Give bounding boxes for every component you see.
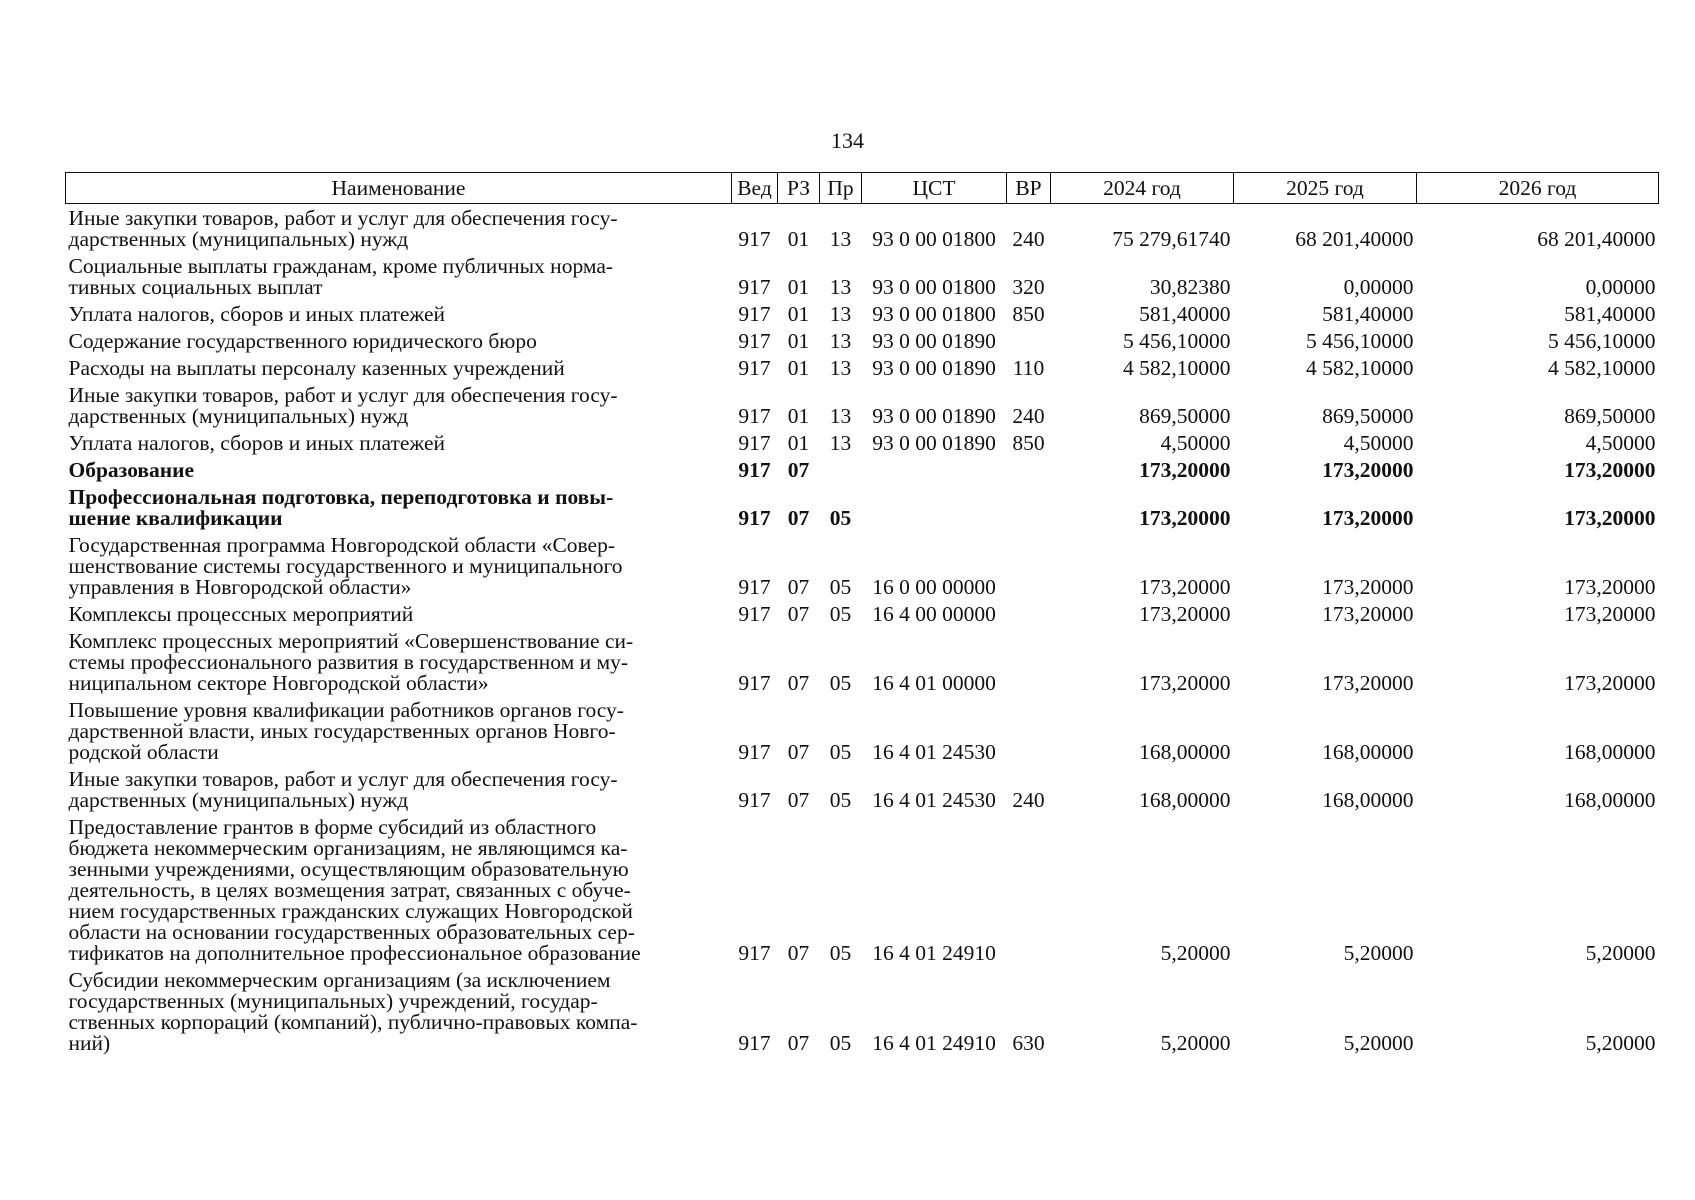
row-vr: 240 bbox=[1012, 227, 1045, 251]
row-pr: 05 bbox=[829, 788, 852, 812]
row-amount-2026: 173,20000 bbox=[1564, 506, 1656, 530]
row-amount-2024: 581,40000 bbox=[1139, 302, 1231, 326]
row-amount-2026: 4,50000 bbox=[1585, 431, 1656, 455]
row-rz: 01 bbox=[787, 275, 810, 299]
row-pr: 13 bbox=[829, 356, 852, 380]
row-rz: 07 bbox=[787, 575, 810, 599]
row-amount-2024: 168,00000 bbox=[1139, 788, 1231, 812]
row-amount-2026: 168,00000 bbox=[1564, 788, 1656, 812]
row-vr bbox=[1007, 817, 1051, 970]
row-vr bbox=[1007, 487, 1051, 535]
header-2025: 2025 год bbox=[1234, 173, 1417, 204]
row-amount-2025: 0,00000 bbox=[1343, 275, 1414, 299]
row-ved: 917 bbox=[738, 788, 771, 812]
row-ved: 917 bbox=[738, 941, 771, 965]
row-cst bbox=[862, 487, 1007, 535]
row-rz: 01 bbox=[787, 329, 810, 353]
header-ved: Вед bbox=[732, 173, 778, 204]
row-amount-2024: 75 279,61740 bbox=[1112, 227, 1231, 251]
row-ved: 917 bbox=[738, 302, 771, 326]
row-cst: 16 4 01 24910 bbox=[872, 941, 996, 965]
row-cst: 16 4 01 24530 bbox=[872, 740, 996, 764]
row-rz: 07 bbox=[787, 1031, 810, 1055]
row-amount-2025: 4,50000 bbox=[1343, 431, 1414, 455]
budget-table bbox=[65, 172, 1659, 1060]
row-amount-2024: 173,20000 bbox=[1139, 506, 1231, 530]
row-vr: 320 bbox=[1012, 275, 1045, 299]
row-cst: 16 4 01 24910 bbox=[872, 1031, 996, 1055]
header-2026: 2026 год bbox=[1417, 173, 1659, 204]
row-amount-2025: 173,20000 bbox=[1322, 458, 1414, 482]
row-amount-2024: 4 582,10000 bbox=[1123, 356, 1231, 380]
row-name: Профессиональная подготовка, переподготовка и повы- шение квалификации bbox=[68, 485, 614, 530]
table-header-row bbox=[66, 173, 1659, 204]
row-ved: 917 bbox=[738, 275, 771, 299]
header-vr: ВР bbox=[1007, 173, 1051, 204]
row-name: Иные закупки товаров, работ и услуг для обеспечения госу- дарственных (муниципальных) нужд bbox=[68, 383, 618, 428]
row-name: Комплексы процессных мероприятий bbox=[68, 602, 414, 626]
table-row bbox=[66, 535, 1659, 604]
row-rz: 01 bbox=[787, 404, 810, 428]
row-pr: 13 bbox=[829, 404, 852, 428]
row-name: Содержание государственного юридического бюро bbox=[68, 329, 537, 353]
page-number: 134 bbox=[831, 128, 864, 153]
row-amount-2025: 168,00000 bbox=[1322, 740, 1414, 764]
row-pr: 05 bbox=[829, 740, 852, 764]
row-rz: 07 bbox=[787, 602, 810, 626]
table-row bbox=[66, 604, 1659, 631]
row-pr: 13 bbox=[829, 329, 852, 353]
row-amount-2024: 173,20000 bbox=[1139, 575, 1231, 599]
row-amount-2024: 5,20000 bbox=[1160, 941, 1231, 965]
row-pr: 05 bbox=[829, 1031, 852, 1055]
row-vr bbox=[1007, 604, 1051, 631]
row-amount-2024: 30,82380 bbox=[1149, 275, 1231, 299]
row-name: Иные закупки товаров, работ и услуг для обеспечения госу- дарственных (муниципальных) нужд bbox=[68, 206, 618, 251]
row-rz: 01 bbox=[787, 302, 810, 326]
row-rz: 01 bbox=[787, 431, 810, 455]
row-amount-2025: 5,20000 bbox=[1343, 941, 1414, 965]
row-ved: 917 bbox=[738, 356, 771, 380]
row-ved: 917 bbox=[738, 671, 771, 695]
row-pr: 13 bbox=[829, 227, 852, 251]
table-row bbox=[66, 433, 1659, 460]
row-vr: 110 bbox=[1012, 356, 1045, 380]
row-amount-2024: 5 456,10000 bbox=[1123, 329, 1231, 353]
row-name: Повышение уровня квалификации работников органов госу- дарственной власти, иных государственных органов Новго- родской области bbox=[68, 698, 624, 764]
row-amount-2026: 869,50000 bbox=[1564, 404, 1656, 428]
row-vr: 850 bbox=[1012, 431, 1045, 455]
row-amount-2026: 5,20000 bbox=[1585, 941, 1656, 965]
row-vr bbox=[1007, 460, 1051, 487]
row-pr: 05 bbox=[829, 575, 852, 599]
table-body bbox=[66, 204, 1659, 1061]
table-row bbox=[66, 700, 1659, 769]
row-ved: 917 bbox=[738, 602, 771, 626]
table-row bbox=[66, 331, 1659, 358]
row-cst: 16 4 01 00000 bbox=[872, 671, 996, 695]
row-cst: 93 0 00 01800 bbox=[872, 275, 996, 299]
row-amount-2026: 5,20000 bbox=[1585, 1031, 1656, 1055]
row-name: Иные закупки товаров, работ и услуг для обеспечения госу- дарственных (муниципальных) нужд bbox=[68, 767, 618, 812]
table-row bbox=[66, 358, 1659, 385]
row-pr: 05 bbox=[829, 671, 852, 695]
row-vr bbox=[1007, 535, 1051, 604]
row-name: Субсидии некоммерческим организациям (за исключением государственных (муниципальных) учреждений, государ- ственных корпораций (компаний), публично-правовых компа- ний) bbox=[68, 968, 638, 1055]
row-pr: 13 bbox=[829, 275, 852, 299]
row-amount-2024: 173,20000 bbox=[1139, 602, 1231, 626]
row-pr: 05 bbox=[829, 602, 852, 626]
table-row bbox=[66, 769, 1659, 817]
row-cst: 93 0 00 01800 bbox=[872, 227, 996, 251]
row-pr: 05 bbox=[829, 506, 852, 530]
row-pr: 05 bbox=[829, 941, 852, 965]
row-amount-2025: 173,20000 bbox=[1322, 506, 1414, 530]
row-amount-2025: 173,20000 bbox=[1322, 602, 1414, 626]
row-name: Образование bbox=[68, 458, 195, 482]
row-amount-2024: 173,20000 bbox=[1139, 458, 1231, 482]
row-cst: 93 0 00 01890 bbox=[872, 356, 996, 380]
row-amount-2025: 173,20000 bbox=[1322, 575, 1414, 599]
row-ved: 917 bbox=[738, 431, 771, 455]
row-rz: 01 bbox=[787, 227, 810, 251]
row-amount-2024: 869,50000 bbox=[1139, 404, 1231, 428]
row-rz: 07 bbox=[787, 788, 810, 812]
row-ved: 917 bbox=[738, 227, 771, 251]
row-amount-2025: 4 582,10000 bbox=[1306, 356, 1414, 380]
row-amount-2024: 4,50000 bbox=[1160, 431, 1231, 455]
row-name: Государственная программа Новгородской области «Совер- шенствование системы государственного и муниципального управления в Новгородской области» bbox=[68, 533, 623, 599]
table-row bbox=[66, 256, 1659, 304]
row-ved: 917 bbox=[738, 1031, 771, 1055]
row-amount-2025: 5,20000 bbox=[1343, 1031, 1414, 1055]
header-2024: 2024 год bbox=[1051, 173, 1234, 204]
row-amount-2025: 173,20000 bbox=[1322, 671, 1414, 695]
table-row bbox=[66, 970, 1659, 1060]
row-ved: 917 bbox=[738, 740, 771, 764]
table-row bbox=[66, 204, 1659, 257]
row-name: Социальные выплаты гражданам, кроме публичных норма- тивных социальных выплат bbox=[68, 254, 614, 299]
row-vr bbox=[1007, 331, 1051, 358]
table-row bbox=[66, 487, 1659, 535]
row-vr bbox=[1007, 700, 1051, 769]
row-rz: 07 bbox=[787, 941, 810, 965]
table-row bbox=[66, 385, 1659, 433]
row-amount-2025: 869,50000 bbox=[1322, 404, 1414, 428]
table-row bbox=[66, 304, 1659, 331]
row-cst: 93 0 00 01890 bbox=[872, 431, 996, 455]
row-cst: 93 0 00 01800 bbox=[872, 302, 996, 326]
row-name: Уплата налогов, сборов и иных платежей bbox=[68, 302, 446, 326]
row-cst bbox=[862, 460, 1007, 487]
table-row bbox=[66, 817, 1659, 970]
row-rz: 07 bbox=[787, 458, 810, 482]
header-name: Наименование bbox=[66, 173, 732, 204]
row-amount-2026: 173,20000 bbox=[1564, 458, 1656, 482]
row-ved: 917 bbox=[738, 458, 771, 482]
row-name: Уплата налогов, сборов и иных платежей bbox=[68, 431, 446, 455]
table-row bbox=[66, 460, 1659, 487]
row-ved: 917 bbox=[738, 404, 771, 428]
row-pr: 13 bbox=[829, 302, 852, 326]
header-rz: РЗ bbox=[778, 173, 820, 204]
row-rz: 01 bbox=[787, 356, 810, 380]
row-cst: 16 4 01 24530 bbox=[872, 788, 996, 812]
row-amount-2026: 173,20000 bbox=[1564, 602, 1656, 626]
row-amount-2026: 5 456,10000 bbox=[1548, 329, 1656, 353]
row-rz: 07 bbox=[787, 671, 810, 695]
row-vr: 240 bbox=[1012, 788, 1045, 812]
row-amount-2025: 5 456,10000 bbox=[1306, 329, 1414, 353]
row-amount-2024: 168,00000 bbox=[1139, 740, 1231, 764]
header-pr: Пр bbox=[820, 173, 862, 204]
row-cst: 16 0 00 00000 bbox=[872, 575, 996, 599]
row-name: Расходы на выплаты персоналу казенных учреждений bbox=[68, 356, 565, 380]
row-amount-2024: 5,20000 bbox=[1160, 1031, 1231, 1055]
row-pr: 13 bbox=[829, 431, 852, 455]
row-amount-2025: 168,00000 bbox=[1322, 788, 1414, 812]
row-rz: 07 bbox=[787, 506, 810, 530]
row-amount-2024: 173,20000 bbox=[1139, 671, 1231, 695]
row-vr bbox=[1007, 631, 1051, 700]
row-amount-2026: 4 582,10000 bbox=[1548, 356, 1656, 380]
row-name: Предоставление грантов в форме субсидий из областного бюджета некоммерческим организациям, не являющимся ка- зенными учреждениями, осуществляющим образовательную деятельность, в целях возмещения затрат, связанных с обуче- нием государственных гражданских служащих Новгородской области на основании государственных образовательных сер- тификатов на дополнительное профессиональное образование bbox=[68, 815, 641, 965]
row-ved: 917 bbox=[738, 575, 771, 599]
row-amount-2026: 68 201,40000 bbox=[1537, 227, 1656, 251]
row-amount-2026: 173,20000 bbox=[1564, 575, 1656, 599]
row-amount-2025: 581,40000 bbox=[1322, 302, 1414, 326]
row-amount-2026: 168,00000 bbox=[1564, 740, 1656, 764]
row-rz: 07 bbox=[787, 740, 810, 764]
row-cst: 93 0 00 01890 bbox=[872, 329, 996, 353]
row-vr: 240 bbox=[1012, 404, 1045, 428]
row-cst: 93 0 00 01890 bbox=[872, 404, 996, 428]
row-cst: 16 4 00 00000 bbox=[872, 602, 996, 626]
row-vr: 630 bbox=[1012, 1031, 1045, 1055]
row-ved: 917 bbox=[738, 329, 771, 353]
row-vr: 850 bbox=[1012, 302, 1045, 326]
row-name: Комплекс процессных мероприятий «Совершенствование си- стемы профессионального развития в государственном и му- ниципальном секторе Новгородской области» bbox=[68, 629, 634, 695]
row-amount-2026: 173,20000 bbox=[1564, 671, 1656, 695]
row-amount-2026: 0,00000 bbox=[1585, 275, 1656, 299]
row-amount-2026: 581,40000 bbox=[1564, 302, 1656, 326]
header-cst: ЦСТ bbox=[862, 173, 1007, 204]
table-row bbox=[66, 631, 1659, 700]
row-amount-2025: 68 201,40000 bbox=[1295, 227, 1414, 251]
row-ved: 917 bbox=[738, 506, 771, 530]
row-pr bbox=[820, 460, 862, 487]
